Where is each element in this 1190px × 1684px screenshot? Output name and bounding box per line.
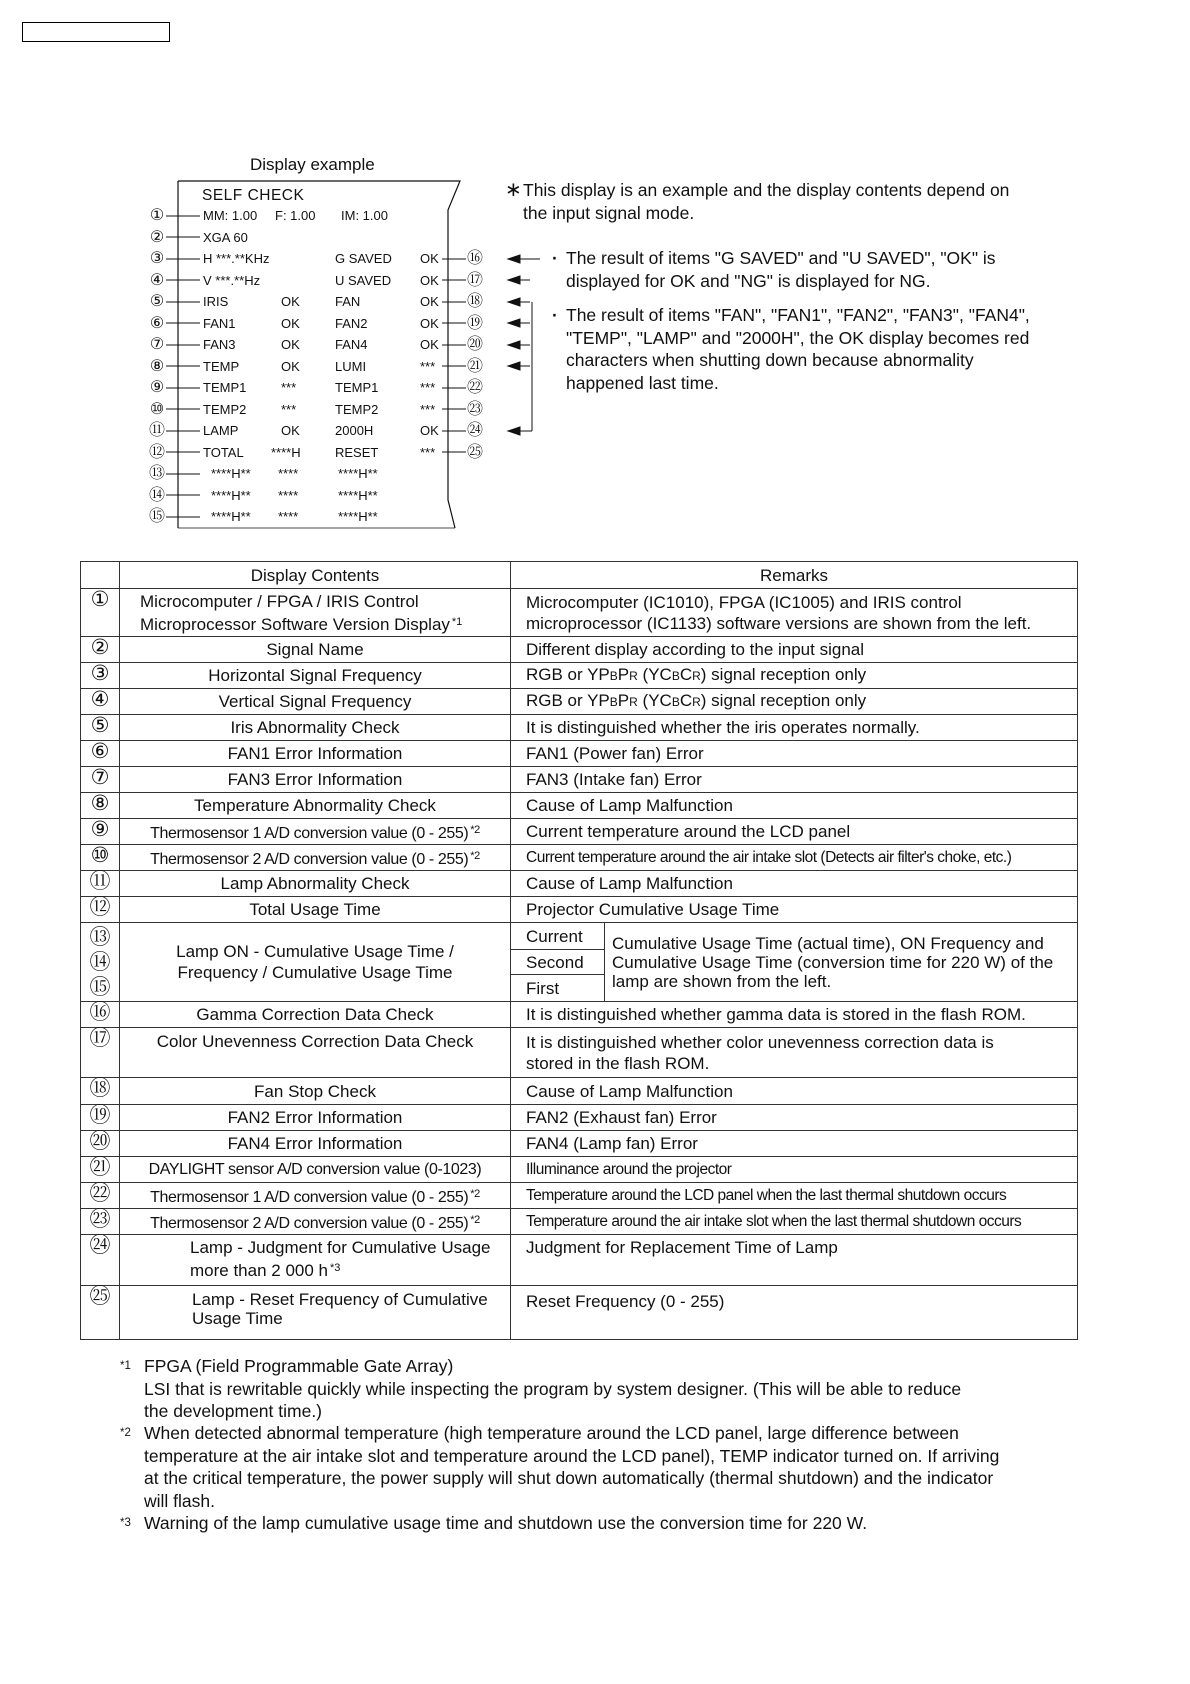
footnote-1 [120, 1355, 1080, 1423]
remarks-text: RGB or YP [526, 691, 610, 710]
screen-cell: FAN [335, 294, 361, 309]
left-id: ① [149, 207, 165, 224]
row-contents: Horizontal Signal Frequency [120, 663, 511, 689]
row-remarks [511, 589, 1078, 637]
table-row [81, 793, 1078, 819]
row-contents: Lamp Abnormality Check [120, 871, 511, 897]
left-id: ⑦ [149, 336, 165, 353]
row-contents: FAN4 Error Information [120, 1131, 511, 1157]
remarks-line: Microcomputer (IC1010), FPGA (IC1005) and IRIS control [526, 592, 962, 612]
table-row [81, 845, 1078, 871]
table-row [81, 663, 1078, 689]
row-contents [120, 1286, 511, 1340]
row-id: ⑳ [81, 1131, 120, 1157]
screen-row [203, 227, 463, 249]
remarks-line: It is distinguished whether color unevenness correction data is [526, 1032, 994, 1052]
screen-cell: FAN3 [203, 337, 236, 352]
row-remarks: Temperature around the air intake slot when the last thermal shutdown occurs [511, 1209, 1078, 1235]
screen-cell: **** [278, 487, 299, 503]
screen-row [203, 270, 463, 292]
screen-cell: FAN4 [335, 337, 368, 352]
screen-cell: **** [278, 509, 299, 524]
row-contents: FAN3 Error Information [120, 767, 511, 793]
row-id: ⑱ [81, 1078, 120, 1105]
row-id: ⑪ [81, 871, 120, 897]
row-id-group [81, 923, 120, 1002]
screen-cell: **** [278, 466, 299, 481]
table-row [81, 767, 1078, 793]
row-contents: DAYLIGHT sensor A/D conversion value (0-1023) [120, 1157, 511, 1183]
left-id: ⑫ [148, 443, 165, 461]
contents-line: Usage Time [192, 1309, 283, 1328]
example-title: Display example [250, 155, 375, 174]
note-text: The result of items "G SAVED" and "U SAVED", "OK" is [566, 248, 996, 268]
screen-cell: *** [281, 401, 297, 417]
row-id: ⑯ [81, 1002, 120, 1028]
note-arrows [508, 255, 540, 435]
left-id: ③ [149, 250, 165, 267]
screen-cell: LAMP [203, 423, 239, 438]
table-row [81, 1157, 1078, 1183]
row-remarks: Projector Cumulative Usage Time [511, 897, 1078, 923]
row-contents: FAN1 Error Information [120, 741, 511, 767]
row-remarks: FAN3 (Intake fan) Error [511, 767, 1078, 793]
left-leader-lines [166, 216, 200, 517]
sub-label-current: Current [511, 923, 605, 950]
contents-line: Lamp - Judgment for Cumulative Usage [190, 1238, 491, 1257]
row-remarks [511, 689, 1078, 715]
row-id: ⑩ [81, 845, 120, 871]
screen-cell: LUMI [335, 358, 367, 374]
table-row [81, 1078, 1078, 1105]
screen-cell: ****H** [338, 466, 378, 481]
screen-cell: *** [420, 358, 436, 374]
row-contents: Total Usage Time [120, 897, 511, 923]
contents-line: Frequency / Cumulative Usage Time [177, 963, 453, 982]
row-id: ⑮ [89, 976, 111, 999]
table-row [81, 1183, 1078, 1209]
row-id: ㉑ [81, 1157, 120, 1183]
row-contents: Signal Name [120, 637, 511, 663]
footnote-line: When detected abnormal temperature (high temperature around the LCD panel, large difference between [144, 1423, 959, 1443]
left-id: ⑨ [149, 379, 165, 396]
screen-row [203, 313, 463, 335]
screen-row [203, 420, 463, 442]
screen-cell: ****H** [338, 509, 378, 524]
table-row [81, 715, 1078, 741]
row-contents: Fan Stop Check [120, 1078, 511, 1105]
screen-cell: OK [420, 337, 439, 352]
remarks-text: C [679, 665, 693, 684]
star-mark: ∗ [505, 179, 522, 201]
screen-cell: XGA 60 [203, 229, 248, 245]
row-id: ㉓ [81, 1209, 120, 1235]
sub-label-second: Second [511, 950, 605, 975]
row-remarks: FAN4 (Lamp fan) Error [511, 1131, 1078, 1157]
screen-cell: OK [420, 272, 439, 288]
row-remarks: Cause of Lamp Malfunction [511, 793, 1078, 819]
footnote-mark: *2 [470, 823, 480, 836]
screen-cell: *** [420, 401, 436, 417]
screen-cell: ****H** [211, 487, 251, 503]
footnote-line: will flash. [144, 1490, 215, 1511]
row-remarks [605, 923, 1078, 1002]
contents-line: Microprocessor Software Version Display [140, 614, 450, 634]
contents-text: Thermosensor 2 A/D conversion value (0 - 255) [150, 1214, 469, 1232]
screen-cell: H ***.**KHz [203, 251, 270, 266]
screen-cell: FAN1 [203, 315, 236, 331]
table-row [81, 871, 1078, 897]
screen-row [203, 485, 463, 507]
screen-row [203, 334, 463, 356]
screen-title: SELF CHECK [202, 187, 305, 204]
row-id: ⑦ [81, 767, 120, 793]
example-note [505, 179, 1009, 224]
table-row [81, 1028, 1078, 1078]
row-remarks: Different display according to the input signal [511, 637, 1078, 663]
screen-cell: RESET [335, 444, 379, 460]
remarks-text: P [617, 665, 630, 684]
row-contents: Color Unevenness Correction Data Check [120, 1028, 511, 1078]
row-id: ⑫ [81, 897, 120, 923]
footnote-mark: *2 [470, 1187, 480, 1200]
row-remarks [511, 663, 1078, 689]
screen-cell: OK [281, 423, 300, 438]
row-id: ⑬ [89, 926, 111, 949]
row-id: ⑥ [81, 741, 120, 767]
right-id: ⑳ [466, 336, 483, 353]
row-contents [120, 1209, 511, 1235]
screen-row [203, 248, 463, 270]
screen-cell: OK [420, 315, 439, 331]
row-remarks: Cause of Lamp Malfunction [511, 1078, 1078, 1105]
remarks-line: Cumulative Usage Time (conversion time for 220 W) of the [612, 952, 1054, 972]
row-id: ① [81, 589, 120, 637]
remarks-text: C [679, 691, 693, 710]
left-id: ⑬ [148, 465, 165, 482]
screen-cell: G SAVED [335, 251, 392, 266]
row-id: ⑲ [81, 1105, 120, 1131]
footnote-3 [120, 1512, 1080, 1535]
screen-cell: ****H** [338, 487, 378, 503]
screen-cell: IM: 1.00 [341, 208, 388, 223]
screen-cell: TOTAL [203, 444, 244, 460]
row-remarks: It is distinguished whether gamma data is stored in the flash ROM. [511, 1002, 1078, 1028]
right-id: ㉓ [466, 400, 483, 418]
screen-cell: ****H** [211, 509, 251, 524]
remarks-sub: R [692, 669, 701, 683]
row-id: ⑨ [81, 819, 120, 845]
contents-line: Lamp - Reset Frequency of Cumulative [192, 1290, 488, 1309]
footnote-mark: *1 [120, 1360, 131, 1372]
row-contents: Gamma Correction Data Check [120, 1002, 511, 1028]
header-cell-id [81, 562, 120, 589]
screen-cell: *** [420, 444, 436, 460]
row-remarks [511, 1028, 1078, 1078]
note-text: the input signal mode. [523, 202, 695, 223]
table-row [81, 1286, 1078, 1340]
row-id: ⑰ [81, 1028, 120, 1078]
remarks-sub: B [609, 695, 618, 709]
sub-label-first: First [511, 975, 605, 1002]
screen-cell: TEMP1 [335, 380, 379, 395]
screen-cell: IRIS [203, 294, 229, 309]
screen-row [203, 291, 463, 313]
row-contents [120, 1183, 511, 1209]
contents-text: Thermosensor 1 A/D conversion value (0 - 255) [150, 824, 469, 842]
row-id: ㉔ [81, 1235, 120, 1286]
screen-rows [203, 205, 463, 528]
row-contents [120, 923, 511, 1002]
row-remarks: Reset Frequency (0 - 255) [511, 1286, 1078, 1340]
row-contents: Iris Abnormality Check [120, 715, 511, 741]
remarks-sub: R [629, 695, 638, 709]
row-remarks: Cause of Lamp Malfunction [511, 871, 1078, 897]
table-row [81, 637, 1078, 663]
note-text: "TEMP", "LAMP" and "2000H", the OK display becomes red [566, 327, 1030, 348]
table-row [81, 689, 1078, 715]
note-text: happened last time. [566, 372, 719, 393]
footnote-mark: *2 [470, 849, 480, 862]
footnote-line: LSI that is rewritable quickly while inspecting the program by system designer. (This will be able to reduce [144, 1378, 962, 1399]
screen-cell: OK [420, 294, 439, 309]
screen-row [203, 356, 463, 378]
contents-line: Lamp ON - Cumulative Usage Time / [176, 942, 454, 961]
screen-cell: F: 1.00 [275, 208, 316, 223]
note-text: displayed for OK and "NG" is displayed for NG. [566, 270, 931, 291]
note-text: The result of items "FAN", "FAN1", "FAN2", "FAN3", "FAN4", [566, 305, 1030, 325]
footnote-mark: *3 [329, 1262, 341, 1274]
screen-cell: ****H** [211, 466, 251, 481]
contents-text: Thermosensor 1 A/D conversion value (0 - 255) [150, 1188, 469, 1206]
remarks-line: stored in the flash ROM. [526, 1053, 710, 1073]
screen-cell: V ***.**Hz [203, 272, 261, 288]
left-id: ⑤ [149, 293, 165, 310]
screen-row [203, 442, 463, 464]
right-id: ㉕ [466, 443, 483, 461]
header-display-contents: Display Contents [120, 562, 511, 589]
contents-line: Microcomputer / FPGA / IRIS Control [140, 591, 419, 611]
table-row [81, 741, 1078, 767]
contents-line: more than 2 000 h [190, 1261, 328, 1280]
row-id: ② [81, 637, 120, 663]
row-remarks: Current temperature around the LCD panel [511, 819, 1078, 845]
screen-row [203, 377, 463, 399]
bullet-mark: · [552, 305, 558, 325]
bullet-mark: · [552, 248, 558, 268]
right-id-column [466, 248, 484, 463]
left-id: ② [149, 228, 165, 246]
left-id: ⑥ [149, 314, 165, 332]
screen-cell: TEMP [203, 358, 240, 374]
screen-cell: OK [420, 423, 439, 438]
footnote-line: at the critical temperature, the power supply will shut down automatically (thermal shutdown) and the indicator [144, 1468, 994, 1488]
screen-row [203, 205, 463, 227]
left-id: ⑮ [148, 508, 165, 525]
row-remarks: FAN2 (Exhaust fan) Error [511, 1105, 1078, 1131]
left-id: ⑭ [148, 486, 165, 504]
row-remarks: Current temperature around the air intake slot (Detects air filter's choke, etc.) [511, 845, 1078, 871]
footnote-mark: *2 [470, 1213, 480, 1226]
remarks-sub: B [671, 669, 680, 683]
row-contents [120, 1235, 511, 1286]
row-id: ⑭ [89, 951, 111, 974]
table-row [81, 1105, 1078, 1131]
screen-cell: 2000H [335, 423, 374, 438]
right-id: ⑯ [466, 250, 483, 267]
row-contents [120, 589, 511, 637]
row-id: ⑧ [81, 793, 120, 819]
right-id: ⑲ [466, 314, 483, 332]
table-row [81, 1131, 1078, 1157]
screen-row [203, 399, 463, 421]
remarks-sub: B [609, 669, 618, 683]
screen-row [203, 463, 463, 485]
note-bullet-1 [552, 247, 996, 292]
table-header-row [81, 562, 1078, 589]
screen-cell: OK [420, 251, 439, 266]
left-id: ④ [149, 271, 165, 289]
screen-cell: TEMP2 [203, 401, 247, 417]
footnote-mark: *1 [451, 615, 463, 628]
footnote-line: the development time.) [144, 1401, 323, 1421]
contents-text: Thermosensor 2 A/D conversion value (0 - 255) [150, 850, 469, 868]
screen-cell: OK [281, 315, 300, 331]
remarks-line: microprocessor (IC1133) software versions are shown from the left. [526, 613, 1032, 633]
remarks-sub: R [692, 695, 701, 709]
screen-cell: TEMP2 [335, 401, 379, 417]
footnote-line: Warning of the lamp cumulative usage time and shutdown use the conversion time for 220 W. [144, 1513, 868, 1533]
row-id: ⑤ [81, 715, 120, 741]
left-id: ⑩ [149, 400, 165, 418]
row-id: ③ [81, 663, 120, 689]
right-id: ⑰ [466, 271, 483, 289]
table-row [81, 589, 1078, 637]
row-contents: Temperature Abnormality Check [120, 793, 511, 819]
screen-cell: OK [281, 337, 300, 352]
row-remarks: Illuminance around the projector [511, 1157, 1078, 1183]
screen-cell: OK [281, 358, 300, 374]
remarks-sub: B [671, 695, 680, 709]
screen-cell: TEMP1 [203, 380, 247, 395]
footnote-mark: *3 [120, 1517, 131, 1529]
right-id: ㉑ [466, 357, 483, 375]
row-remarks: FAN1 (Power fan) Error [511, 741, 1078, 767]
row-contents: FAN2 Error Information [120, 1105, 511, 1131]
screen-cell: OK [281, 294, 300, 309]
header-remarks: Remarks [511, 562, 1078, 589]
note-bullet-2 [552, 304, 1030, 394]
table-row [81, 1209, 1078, 1235]
screen-cell: FAN2 [335, 315, 368, 331]
row-remarks: Judgment for Replacement Time of Lamp [511, 1235, 1078, 1286]
footnote-line: temperature at the air intake slot and temperature around the LCD panel), TEMP indicator turned on. If arriving [144, 1445, 1000, 1466]
screen-cell: ****H [271, 444, 301, 460]
remarks-text: (YC [637, 691, 672, 710]
screen-row [203, 506, 463, 528]
remarks-text: RGB or YP [526, 665, 610, 684]
right-id: ⑱ [466, 293, 483, 310]
row-contents: Vertical Signal Frequency [120, 689, 511, 715]
row-contents [120, 819, 511, 845]
right-id: ㉔ [466, 422, 483, 439]
table-row [81, 897, 1078, 923]
row-id: ④ [81, 689, 120, 715]
screen-cell: U SAVED [335, 272, 392, 288]
table-row [81, 1002, 1078, 1028]
table-row [81, 819, 1078, 845]
self-check-table [80, 561, 1078, 1340]
remarks-text: ) signal reception only [700, 665, 867, 684]
screen-cell: MM: 1.00 [203, 208, 258, 223]
remarks-text: ) signal reception only [700, 691, 867, 710]
left-id: ⑪ [148, 422, 165, 439]
row-contents [120, 845, 511, 871]
remarks-sub: R [629, 669, 638, 683]
footnote-2 [120, 1422, 1080, 1512]
row-id: ㉕ [81, 1286, 120, 1340]
table-row [81, 923, 1078, 950]
footnote-line: FPGA (Field Programmable Gate Array) [144, 1356, 454, 1376]
footnote-mark: *2 [120, 1427, 131, 1439]
table-row [81, 1235, 1078, 1286]
remarks-line: Cumulative Usage Time (actual time), ON Frequency and [612, 933, 1044, 953]
screen-cell: *** [281, 380, 297, 395]
screen-cell: *** [420, 380, 436, 395]
remarks-line: lamp are shown from the left. [612, 971, 832, 991]
note-text: This display is an example and the display contents depend on [523, 180, 1010, 200]
left-id-column [148, 205, 166, 528]
remarks-text: P [617, 691, 630, 710]
note-text: characters when shutting down because abnormality [566, 350, 974, 370]
remarks-text: (YC [637, 665, 672, 684]
row-remarks: It is distinguished whether the iris operates normally. [511, 715, 1078, 741]
left-id: ⑧ [149, 357, 165, 375]
row-remarks: Temperature around the LCD panel when the last thermal shutdown occurs [511, 1183, 1078, 1209]
row-id: ㉒ [81, 1183, 120, 1209]
right-id: ㉒ [466, 379, 483, 396]
